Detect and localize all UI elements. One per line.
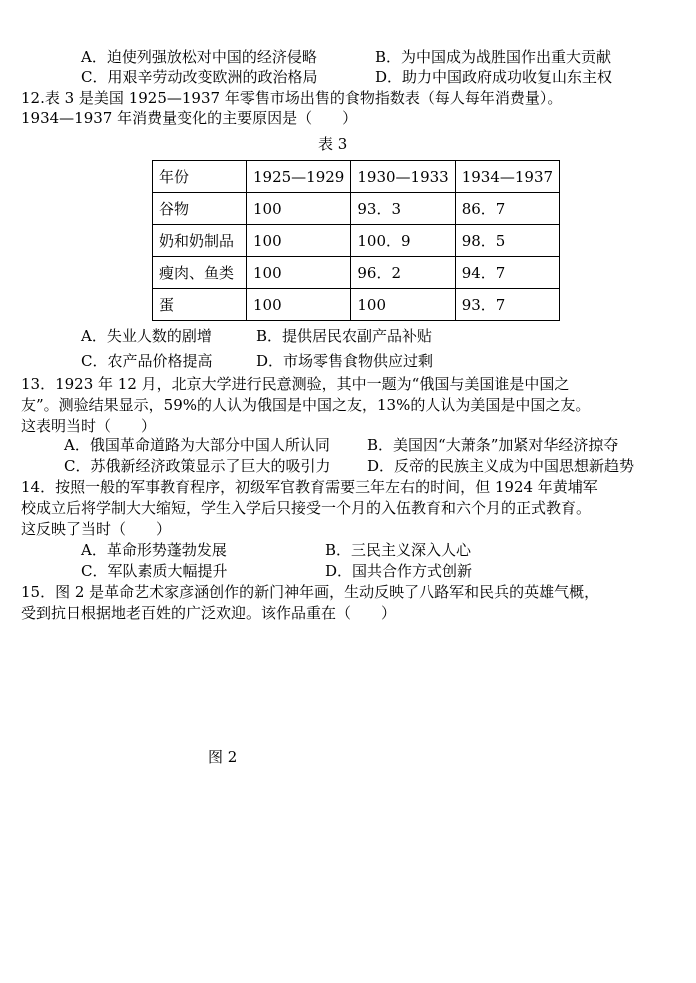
q13-stem-line3: 这表明当时（ ） <box>21 417 157 435</box>
table-cell: 86．7 <box>455 193 559 225</box>
figure-caption: 图 2 <box>208 748 238 766</box>
table-cell: 93．3 <box>351 193 455 225</box>
table-cell: 100 <box>247 257 351 289</box>
q13-stem-line2: 友”。测验结果显示，59%的人认为俄国是中国之友，13%的人认为美国是中国之友。 <box>21 396 591 414</box>
q13-option-d: D．反帝的民族主义成为中国思想新趋势 <box>367 457 635 475</box>
q14-option-b: B．三民主义深入人心 <box>325 541 472 559</box>
table-header-cell: 1930—1933 <box>351 161 455 193</box>
table-header-cell: 1925—1929 <box>247 161 351 193</box>
table-header-cell: 1934—1937 <box>455 161 559 193</box>
table-cell: 100 <box>247 289 351 321</box>
table-row <box>153 193 560 225</box>
q15-stem-line2: 受到抗日根据地老百姓的广泛欢迎。该作品重在（ ） <box>21 604 397 622</box>
q12-option-c: C．农产品价格提高 <box>81 352 213 370</box>
q13-option-c: C．苏俄新经济政策显示了巨大的吸引力 <box>64 457 331 475</box>
q13-stem-line1: 13．1923 年 12 月，北京大学进行民意测验，其中一题为“俄国与美国谁是中国之 <box>21 375 570 393</box>
table-header-cell: 年份 <box>153 161 247 193</box>
q11-option-d: D．助力中国政府成功收复山东主权 <box>375 68 613 86</box>
q13-option-b: B．美国因“大萧条”加紧对华经济掠夺 <box>367 436 619 454</box>
q12-option-a: A．失业人数的剧增 <box>81 327 212 345</box>
table-header-row <box>153 161 560 193</box>
table-cell: 蛋 <box>153 289 247 321</box>
q14-option-d: D．国共合作方式创新 <box>325 562 473 580</box>
q14-stem-line3: 这反映了当时（ ） <box>21 520 172 538</box>
q12-stem-line2: 1934—1937 年消费量变化的主要原因是（ ） <box>21 109 358 127</box>
q11-option-c: C．用艰辛劳动改变欧洲的政治格局 <box>81 68 318 86</box>
q12-option-b: B．提供居民农副产品补贴 <box>256 327 433 345</box>
table-caption: 表 3 <box>318 135 348 153</box>
q14-option-a: A．革命形势蓬勃发展 <box>81 541 227 559</box>
table-cell: 奶和奶制品 <box>153 225 247 257</box>
table-cell: 100．9 <box>351 225 455 257</box>
table-cell: 100 <box>247 225 351 257</box>
table-cell: 96．2 <box>351 257 455 289</box>
q13-option-a: A．俄国革命道路为大部分中国人所认同 <box>64 436 330 454</box>
q12-option-d: D．市场零售食物供应过剩 <box>256 352 434 370</box>
food-index-table <box>152 160 560 321</box>
table-row <box>153 225 560 257</box>
q11-option-b: B．为中国成为战胜国作出重大贡献 <box>375 48 612 66</box>
table-row <box>153 289 560 321</box>
table-cell: 谷物 <box>153 193 247 225</box>
table-cell: 94．7 <box>455 257 559 289</box>
table-row <box>153 257 560 289</box>
q11-option-a: A．迫使列强放松对中国的经济侵略 <box>81 48 317 66</box>
table-cell: 98．5 <box>455 225 559 257</box>
q14-option-c: C．军队素质大幅提升 <box>81 562 228 580</box>
table-cell: 100 <box>351 289 455 321</box>
table-cell: 93．7 <box>455 289 559 321</box>
q14-stem-line2: 校成立后将学制大大缩短，学生入学后只接受一个月的入伍教育和六个月的正式教育。 <box>21 499 592 517</box>
table-cell: 100 <box>247 193 351 225</box>
q12-stem-line1: 12.表 3 是美国 1925—1937 年零售市场出售的食物指数表（每人每年消费量）。 <box>21 89 563 107</box>
table-cell: 瘦肉、鱼类 <box>153 257 247 289</box>
q14-stem-line1: 14．按照一般的军事教育程序，初级军官教育需要三年左右的时间，但 1924 年黄埔军 <box>21 478 598 496</box>
q15-stem-line1: 15．图 2 是革命艺术家彦涵创作的新门神年画，生动反映了八路军和民兵的英雄气概， <box>21 583 600 601</box>
